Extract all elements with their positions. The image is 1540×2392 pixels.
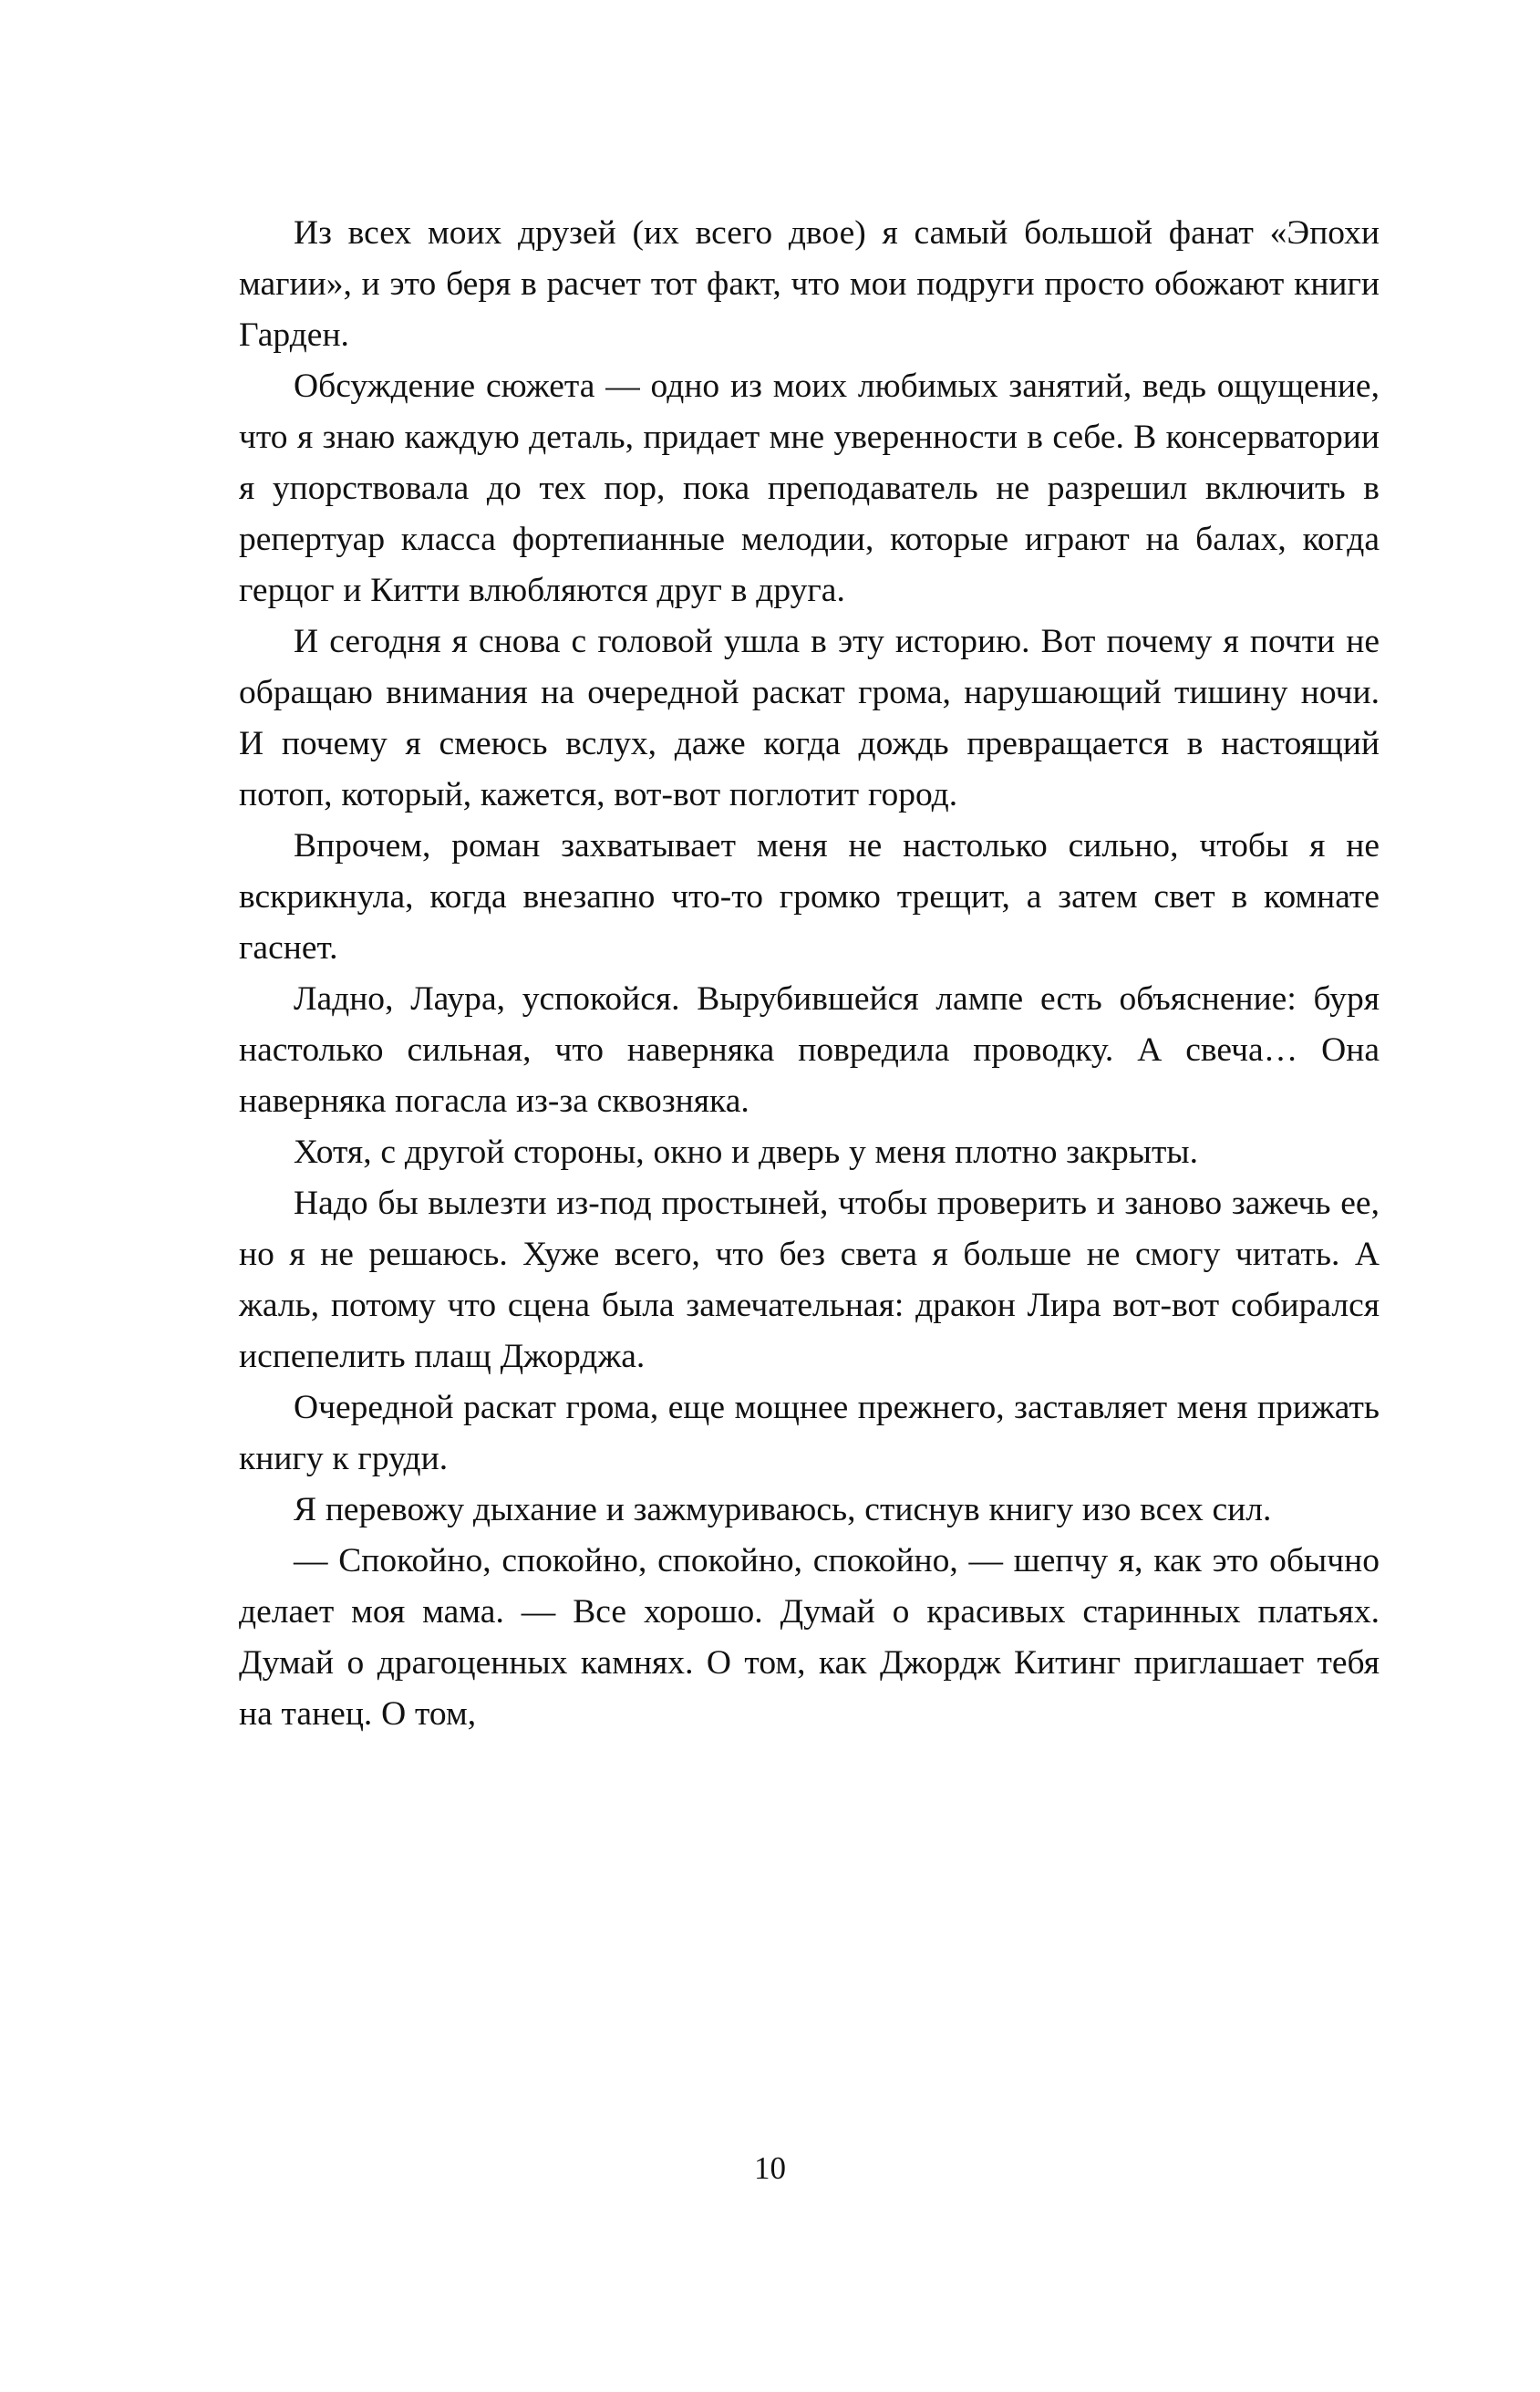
paragraph: Очередной раскат грома, еще мощнее прежнего, заставляет меня прижать книгу к груди. (239, 1389, 1380, 1477)
paragraph: Из всех моих друзей (их всего двое) я самый большой фанат «Эпохи магии», и это беря в расчет тот факт, что мои подруги просто обожают книги Гарден. (239, 214, 1380, 354)
page-text-block (239, 208, 1380, 1740)
paragraph: Ладно, Лаура, успокойся. Вырубившейся лампе есть объяснение: буря настолько сильная, что наверняка повредила проводку. А свеча… Она наверняка погасла из-за сквозняка. (239, 980, 1380, 1120)
paragraph: Впрочем, роман захватывает меня не настолько сильно, чтобы я не вскрикнула, когда внезапно что-то громко трещит, а затем свет в комнате гаснет. (239, 827, 1380, 967)
paragraph: Обсуждение сюжета — одно из моих любимых занятий, ведь ощущение, что я знаю каждую деталь, придает мне уверенности в себе. В консерватории я упорствовала до тех пор, пока преподаватель не разрешил включить в репертуар класса фортепианные мелодии, которые играют на балах, когда герцог и Китти влюбляются друг в друга. (239, 368, 1380, 609)
page-number: 10 (754, 2150, 786, 2186)
paragraph: Я перевожу дыхание и зажмуриваюсь, стиснув книгу изо всех сил. (294, 1491, 1272, 1528)
paragraph: Хотя, с другой стороны, окно и дверь у меня плотно закрыты. (294, 1134, 1199, 1171)
paragraph: Надо бы вылезти из-под простыней, чтобы проверить и заново зажечь ее, но я не решаюсь. Хуже всего, что без света я больше не смогу читать. А жаль, потому что сцена была замечательная: дракон Лира вот-вот собирался испепелить плащ Джорджа. (239, 1185, 1380, 1375)
paragraph: — Спокойно, спокойно, спокойно, спокойно, — шепчу я, как это обычно делает моя мама. — Все хорошо. Думай о красивых старинных платьях. Думай о драгоценных камнях. О том, как Джордж Китинг приглашает тебя на танец. О том, (239, 1542, 1380, 1733)
paragraph: И сегодня я снова с головой ушла в эту историю. Вот почему я почти не обращаю внимания на очередной раскат грома, нарушающий тишину ночи. И почему я смеюсь вслух, даже когда дождь превращается в настоящий потоп, который, кажется, вот-вот поглотит город. (239, 623, 1380, 813)
